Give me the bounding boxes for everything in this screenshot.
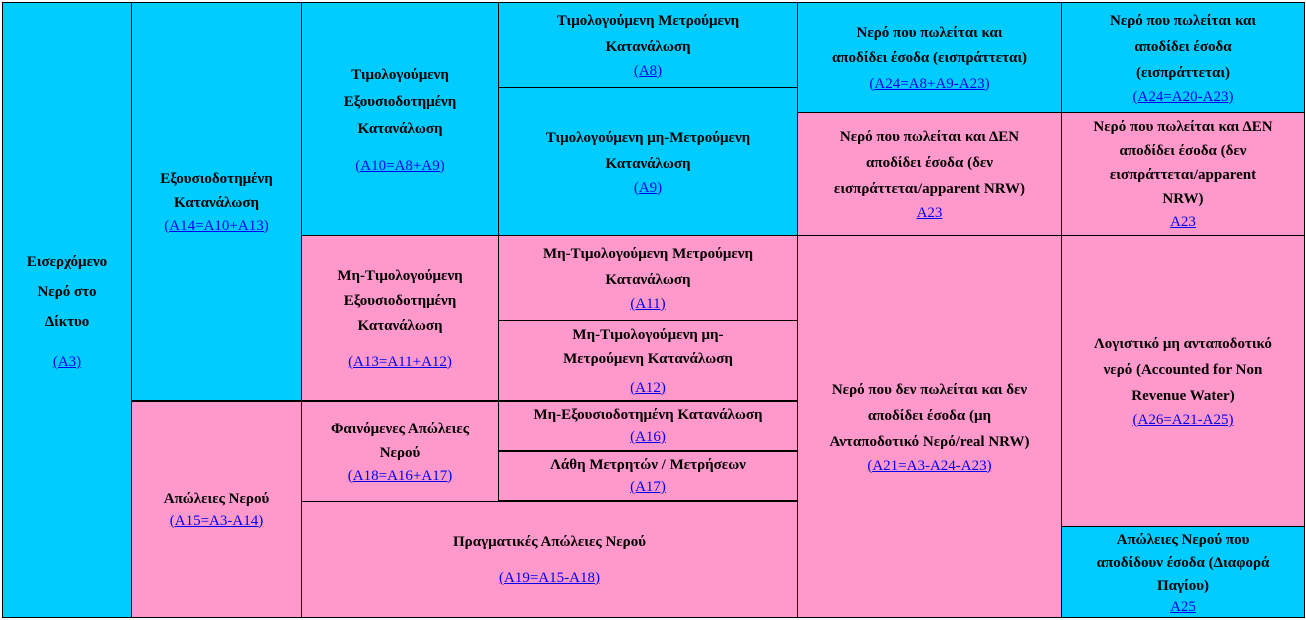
cell-billed-authorized-consumption [301,2,499,236]
cell-label: Νερό που πωλείται και αποδίδει έσοδα (εισπράττεται) [831,24,1028,66]
cell-label: Τιμολογούμενη Μετρούμενη Κατανάλωση [556,13,740,55]
cell-label: Πραγματικές Απώλειες Νερού [453,533,646,550]
cell-apparent-nrw-right [1061,112,1305,236]
cell-code-link[interactable]: (A8) [633,63,663,79]
cell-code-link[interactable]: (A17) [630,479,666,495]
cell-apparent-nrw [797,112,1062,236]
cell-code-link[interactable]: (A15=A3-A14) [169,512,264,529]
cell-code-link[interactable]: (A18=A16+A17) [347,467,453,484]
cell-code-link[interactable]: (A11) [630,296,666,312]
cell-revenue-water [797,2,1062,113]
cell-code-link[interactable]: A23 [916,205,943,221]
cell-code-link[interactable]: (A24=A20-A23) [1132,88,1234,105]
cell-label: Απώλειες Νερού που αποδίδουν έσοδα (Διαφορά Παγίου) [1096,531,1270,594]
cell-label: Φαινόμενες Απώλειες Νερού [330,420,470,461]
cell-revenue-water-right [1061,2,1305,113]
cell-code-link[interactable]: (A3) [52,354,82,370]
cell-unbilled-unmetered-consumption [498,320,798,402]
cell-authorized-consumption [131,2,302,402]
cell-water-losses [131,401,302,618]
cell-apparent-losses [301,401,499,502]
cell-label: Λογιστικό μη ανταποδοτικό νερό (Accounted for Non Revenue Water) [1094,336,1272,404]
cell-label: Μη-Τιμολογούμενη Εξουσιοδοτημένη Κατανάλωση [337,267,463,334]
cell-label: Λάθη Μετρητών / Μετρήσεων [550,457,746,473]
cell-real-nrw [797,235,1062,618]
cell-unauthorized-consumption [498,401,798,452]
cell-unbilled-metered-consumption [498,235,798,321]
cell-code-link[interactable]: (A10=A8+A9) [355,157,445,174]
cell-code-link[interactable]: (A12) [630,379,666,396]
cell-code-link[interactable]: A25 [1170,598,1196,615]
cell-system-input-volume [2,2,132,618]
cell-label: Μη-Εξουσιοδοτημένη Κατανάλωση [533,407,763,423]
cell-label: Νερό που πωλείται και αποδίδει έσοδα (εισπράττεται) [1110,12,1256,81]
cell-code-link[interactable]: (A24=A8+A9-A23) [869,75,990,92]
cell-billed-unmetered-consumption [498,87,798,236]
cell-billed-metered-consumption [498,2,798,88]
cell-code-link[interactable]: (A14=A10+A13) [164,217,269,234]
cell-label: Νερό που δεν πωλείται και δεν αποδίδει έσοδα (μη Ανταποδοτικό Νερό/real NRW) [829,381,1030,450]
cell-code-link[interactable]: A23 [1170,214,1196,230]
cell-label: Νερό που πωλείται και ΔΕΝ αποδίδει έσοδα (δεν εισπράττεται/apparent NRW) [1093,119,1273,207]
cell-real-losses [301,501,798,618]
cell-label: Μη-Τιμολογούμενη μη- Μετρούμενη Κατανάλωση [563,326,733,367]
cell-label: Νερό που πωλείται και ΔΕΝ αποδίδει έσοδα (δεν εισπράττεται/apparent NRW) [833,129,1026,197]
cell-accounted-non-revenue-water [1061,235,1305,527]
cell-code-link[interactable]: (A21=A3-A24-A23) [867,457,992,474]
cell-unbilled-authorized-consumption [301,235,499,402]
cell-label: Τιμολογούμενη μη-Μετρούμενη Κατανάλωση [545,129,751,172]
cell-code-link[interactable]: (A16) [630,429,666,445]
cell-label: Μη-Τιμολογούμενη Μετρούμενη Κατανάλωση [542,246,754,288]
cell-label: Εξουσιοδοτημένη Κατανάλωση [160,170,273,211]
cell-label: Εισερχόμενο Νερό στο Δίκτυο [26,254,108,330]
cell-code-link[interactable]: (A13=A11+A12) [348,353,452,370]
cell-code-link[interactable]: (A19=A15-A18) [499,569,600,586]
cell-label: Απώλειες Νερού [163,490,270,507]
cell-label: Τιμολογούμενη Εξουσιοδοτημένη Κατανάλωση [343,66,457,137]
cell-code-link[interactable]: (A9) [633,179,663,196]
cell-revenue-losses [1061,526,1305,618]
cell-code-link[interactable]: (A26=A21-A25) [1132,412,1234,428]
cell-meter-inaccuracies [498,451,798,502]
